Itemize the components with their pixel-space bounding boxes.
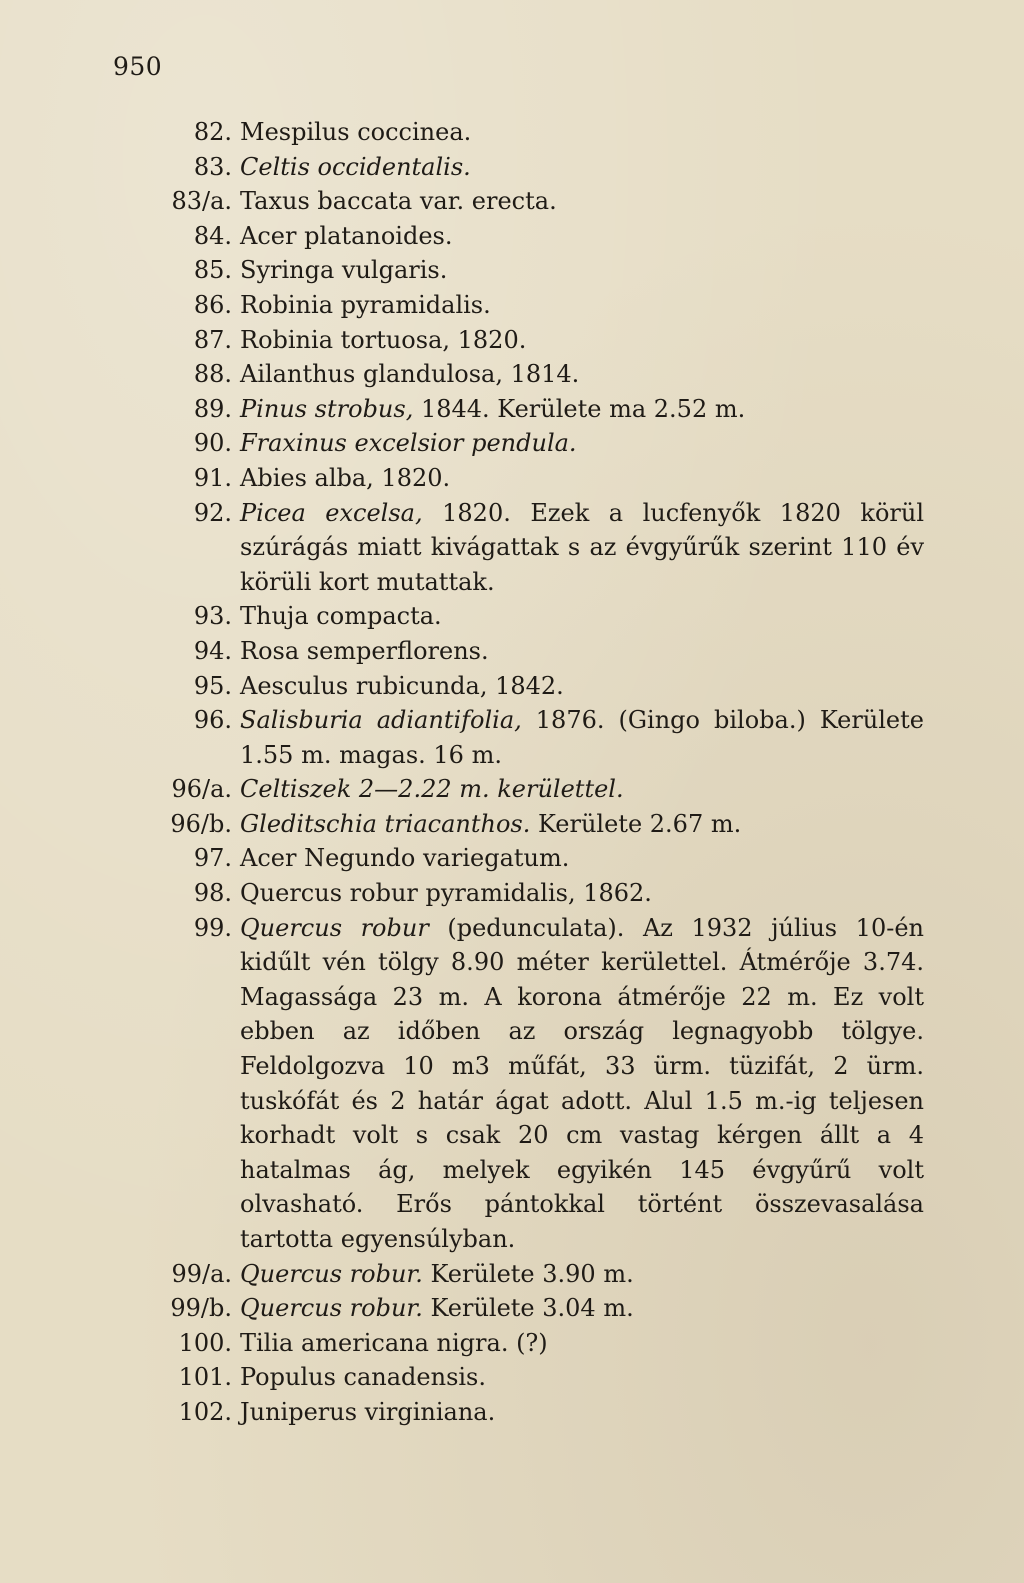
- entry-note: Kerülete 3.04 m.: [422, 1294, 634, 1323]
- entry-number: 93.: [193, 602, 232, 631]
- list-item: [0, 288, 1024, 323]
- page-number: 950: [113, 52, 163, 81]
- entry-text: [240, 395, 745, 423]
- entry-number: 99/b.: [170, 1294, 232, 1323]
- entry-note: Robinia pyramidalis.: [240, 290, 491, 319]
- entry-text: [240, 672, 564, 700]
- list-item: [0, 115, 1024, 150]
- list-item: [0, 219, 1024, 254]
- entry-number: 98.: [193, 879, 232, 908]
- entry-note: Quercus robur pyramidalis, 1862.: [240, 879, 652, 908]
- list-item: [0, 426, 1024, 461]
- entry-number: 82.: [193, 118, 232, 146]
- list-item: [0, 184, 1024, 219]
- entry-number: 95.: [193, 671, 232, 700]
- entry-text: [240, 706, 924, 769]
- entry-text: [240, 844, 569, 872]
- entry-text: [240, 464, 450, 492]
- list-item: [0, 772, 1024, 807]
- entry-text: [240, 429, 577, 457]
- entry-number: 87.: [193, 325, 232, 354]
- entry-number: 97.: [193, 844, 232, 873]
- list-item: [0, 841, 1024, 876]
- list-item: [0, 357, 1024, 392]
- entry-note: 1844. Kerülete ma 2.52 m.: [413, 394, 746, 423]
- entry-number: 84.: [193, 221, 232, 250]
- entry-text: [240, 499, 924, 596]
- species-name: Celtis occidentalis.: [240, 152, 471, 181]
- entry-number: 96.: [193, 706, 232, 735]
- entry-text: [240, 810, 741, 838]
- entry-number: 83/a.: [171, 187, 232, 216]
- list-item: [0, 1395, 1024, 1430]
- entry-note: Acer Negundo variegatum.: [240, 844, 570, 873]
- list-item: [0, 1360, 1024, 1395]
- list-item: [0, 1326, 1024, 1361]
- entry-note: Acer platanoides.: [240, 221, 453, 250]
- entry-text: [240, 879, 652, 907]
- plant-list: [0, 115, 1024, 1430]
- entry-text: [240, 360, 579, 388]
- species-name: Gleditschia triacanthos.: [240, 809, 531, 838]
- species-name: Salisburia adiantifolia,: [240, 706, 522, 735]
- entry-number: 86.: [193, 290, 232, 319]
- entry-number: 99/a.: [171, 1259, 232, 1288]
- entry-note: Kerülete 3.90 m.: [422, 1259, 634, 1288]
- entry-text: [240, 118, 471, 146]
- species-name: Fraxinus excelsior pendula.: [240, 429, 577, 458]
- entry-number: 96/b.: [170, 809, 232, 838]
- entry-number: 83.: [193, 152, 232, 181]
- list-item: [0, 150, 1024, 185]
- list-item: [0, 253, 1024, 288]
- entry-text: [240, 1363, 486, 1391]
- entry-note: Thuja compacta.: [240, 602, 442, 631]
- list-item: [0, 392, 1024, 427]
- entry-text: [240, 1329, 548, 1357]
- entry-note: Aesculus rubicunda, 1842.: [240, 671, 564, 700]
- species-name: Celtiszek 2—2.22 m. kerülettel.: [240, 775, 624, 804]
- list-item: [0, 496, 1024, 600]
- entry-text: [240, 1260, 634, 1288]
- entry-number: 94.: [193, 636, 232, 665]
- species-name: Pinus strobus,: [240, 394, 414, 423]
- list-item: [0, 634, 1024, 669]
- entry-number: 89.: [193, 394, 232, 423]
- entry-note: 1876. (Gingo biloba.) Kerülete 1.55 m. magas. 16 m.: [240, 706, 924, 769]
- list-item: [0, 1291, 1024, 1326]
- list-item: [0, 461, 1024, 496]
- entry-number: 101.: [178, 1363, 232, 1392]
- entry-number: 99.: [193, 913, 232, 942]
- entry-note: Ailanthus glandulosa, 1814.: [240, 360, 580, 389]
- entry-note: Taxus baccata var. erecta.: [240, 187, 557, 216]
- entry-note: Juniperus virginiana.: [240, 1397, 496, 1426]
- entry-note: (pedunculata). Az 1932 július 10-én kidűlt vén tölgy 8.90 méter kerülettel. Átmérője 3.74. Magassága 23 m. A korona átmérője 22 m. Ez volt ebben az időben az ország legnagyobb tölgye. Feldolgozva 10 m3 műfát, 33 ürm. tüzifát, 2 ürm. tuskófát és 2 határ ágat adott. Alul 1.5 m.-ig teljesen korhadt volt s csak 20 cm vastag kérgen állt a 4 hatalmas ág, melyek egyikén 145 évgyűrű volt olvasható. Erős pántokkal történt összevasalása tartotta egyensúlyban.: [240, 913, 924, 1253]
- entry-note: Abies alba, 1820.: [240, 463, 451, 492]
- entry-text: [240, 222, 452, 250]
- entry-number: 90.: [193, 429, 232, 458]
- entry-number: 96/a.: [171, 775, 232, 804]
- species-name: Quercus robur.: [240, 1294, 423, 1323]
- species-name: Picea excelsa,: [240, 498, 423, 527]
- entry-number: 88.: [193, 360, 232, 389]
- list-item: [0, 669, 1024, 704]
- entry-note: 1820. Ezek a lucfenyők 1820 körül szúrágás miatt kivágattak s az évgyűrűk szerint 110 év körüli kort mutattak.: [240, 498, 924, 596]
- entry-text: [240, 602, 442, 630]
- list-item: [0, 911, 1024, 1257]
- entry-note: Populus canadensis.: [240, 1363, 486, 1392]
- entry-note: Robinia tortuosa, 1820.: [240, 325, 527, 354]
- list-item: [0, 599, 1024, 634]
- entry-number: 92.: [193, 498, 232, 527]
- entry-text: [240, 326, 526, 354]
- entry-number: 102.: [178, 1397, 232, 1426]
- entry-text: [240, 637, 489, 665]
- entry-text: [240, 187, 557, 215]
- entry-note: Tilia americana nigra. (?): [240, 1328, 548, 1357]
- species-name: Quercus robur: [240, 913, 429, 942]
- entry-number: 100.: [178, 1328, 232, 1357]
- species-name: Quercus robur.: [240, 1259, 423, 1288]
- list-item: [0, 1257, 1024, 1292]
- list-item: [0, 807, 1024, 842]
- entry-text: [240, 256, 447, 284]
- entry-note: Mespilus coccinea.: [240, 118, 472, 146]
- entry-number: 85.: [193, 256, 232, 285]
- entry-text: [240, 153, 471, 181]
- entry-note: Rosa semperflorens.: [240, 636, 489, 665]
- entry-text: [240, 914, 924, 1253]
- entry-note: Kerülete 2.67 m.: [530, 809, 742, 838]
- list-item: [0, 876, 1024, 911]
- entry-number: 91.: [193, 463, 232, 492]
- entry-note: Syringa vulgaris.: [240, 256, 448, 285]
- entry-text: [240, 1294, 634, 1322]
- list-item: [0, 323, 1024, 358]
- entry-text: [240, 775, 624, 803]
- entry-text: [240, 1398, 495, 1426]
- entry-text: [240, 291, 491, 319]
- list-item: [0, 703, 1024, 772]
